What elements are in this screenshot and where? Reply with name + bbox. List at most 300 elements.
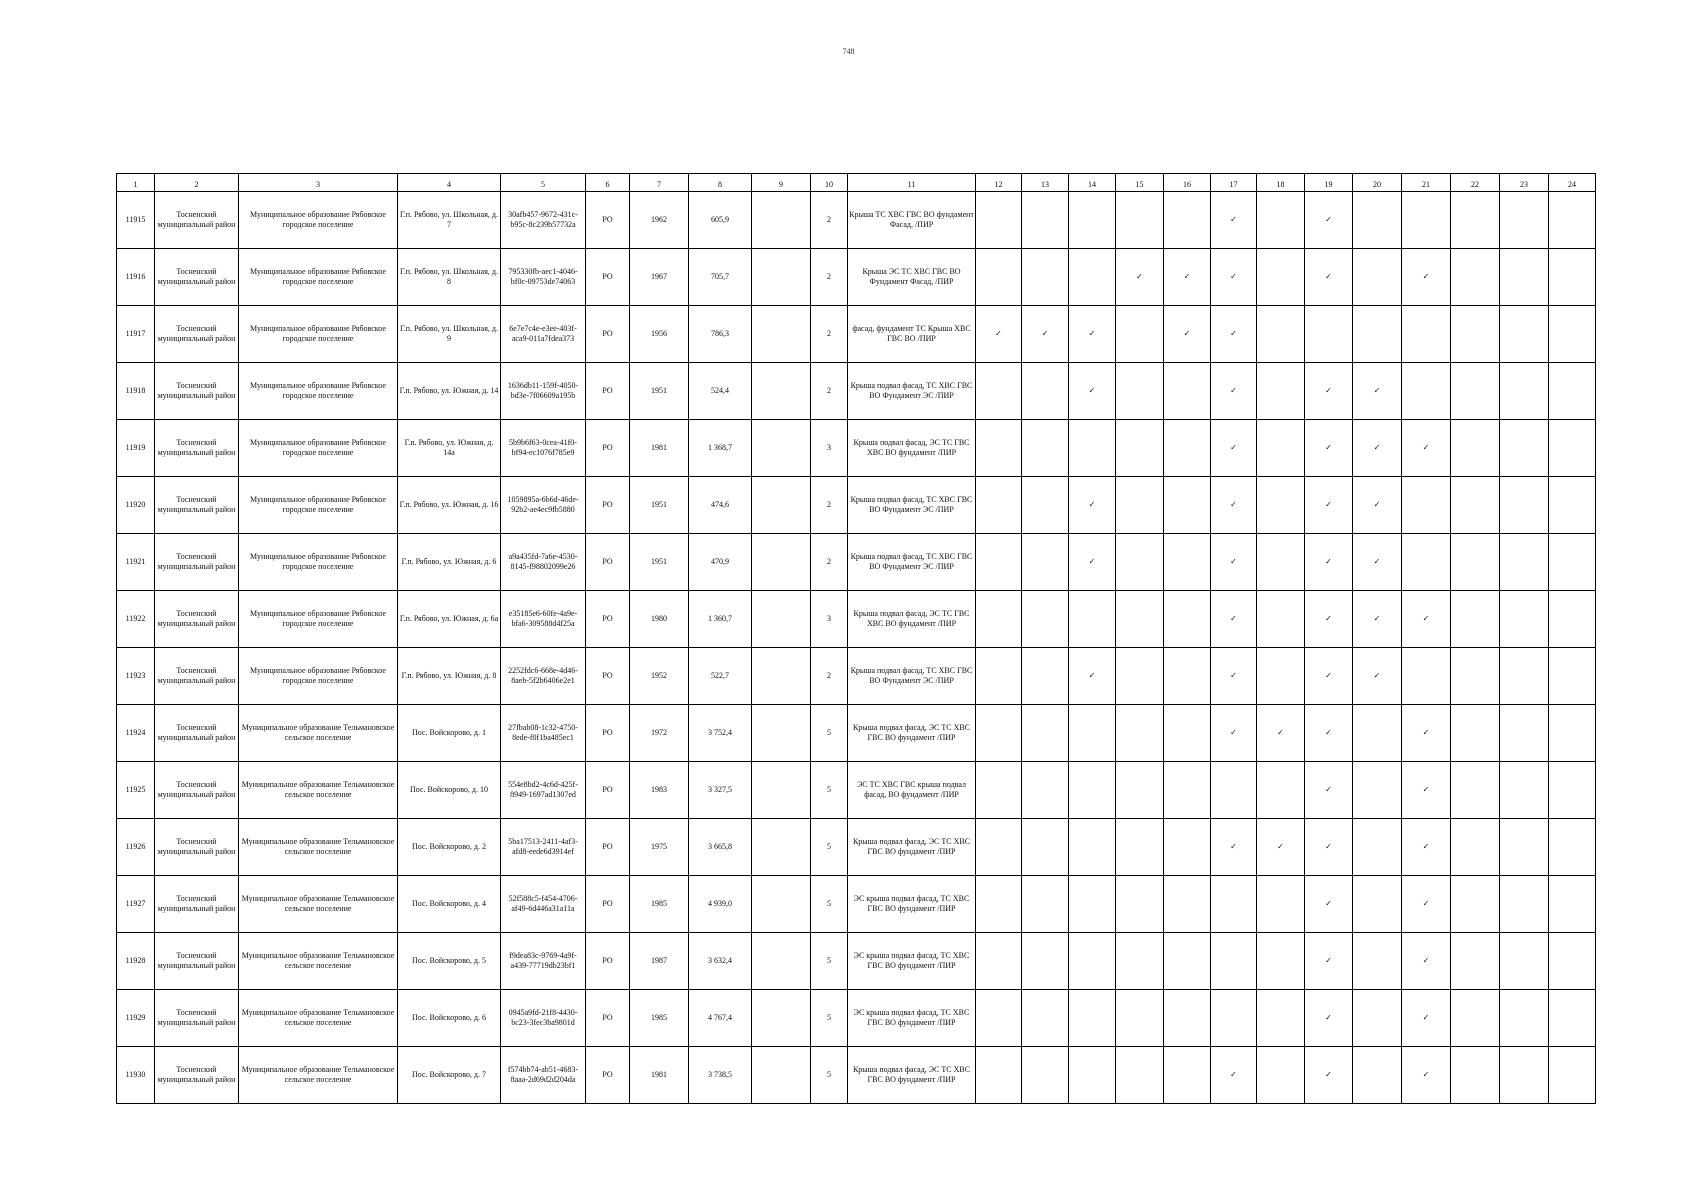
empty-check-cell	[1164, 420, 1211, 477]
column-number-header: 3	[239, 174, 398, 192]
table-row	[117, 648, 1596, 705]
guid-cell: 1636db11-159f-4050-bd3e-7f06609a195b	[501, 363, 586, 420]
check-mark-icon: ✓	[1402, 876, 1451, 933]
guid-cell: 554e8bd2-4c6d-425f-8949-1697ad1307ed	[501, 762, 586, 819]
empty-check-cell	[1022, 762, 1069, 819]
check-mark-icon: ✓	[1211, 591, 1257, 648]
empty-check-cell	[1022, 705, 1069, 762]
works-list-cell: Крыша подвал фасад, ТС ХВС ГВС ВО Фундамент ЭС /ПИР	[848, 363, 976, 420]
empty-check-cell	[1164, 591, 1211, 648]
table-row	[117, 306, 1596, 363]
empty-check-cell	[1500, 990, 1549, 1047]
empty-check-cell	[1500, 192, 1549, 249]
empty-check-cell	[1353, 819, 1402, 876]
area-cell: 3 738,5	[689, 1047, 752, 1104]
check-mark-icon: ✓	[1069, 648, 1116, 705]
empty-check-cell	[1353, 705, 1402, 762]
empty-check-cell	[1451, 705, 1500, 762]
address-cell: Пос. Войскорово, д. 7	[398, 1047, 501, 1104]
empty-check-cell	[1257, 762, 1305, 819]
municipality-cell: Муниципальное образование Тельмановское сельское поселение	[239, 819, 398, 876]
form-cell: РО	[586, 192, 630, 249]
empty-check-cell	[1257, 306, 1305, 363]
check-mark-icon: ✓	[1116, 249, 1164, 306]
row-id-cell: 11929	[117, 990, 155, 1047]
works-list-cell: ЭС ТС ХВС ГВС крыша подвал фасад, ВО фундамент /ПИР	[848, 762, 976, 819]
check-mark-icon: ✓	[1305, 420, 1353, 477]
empty-check-cell	[1549, 192, 1596, 249]
col9-cell	[752, 534, 811, 591]
empty-check-cell	[1257, 534, 1305, 591]
municipality-cell: Муниципальное образование Рябовское городское поселение	[239, 477, 398, 534]
empty-check-cell	[1257, 591, 1305, 648]
check-mark-icon: ✓	[1402, 990, 1451, 1047]
col9-cell	[752, 420, 811, 477]
housing-registry-table	[116, 173, 1596, 1104]
form-cell: РО	[586, 705, 630, 762]
empty-check-cell	[1022, 990, 1069, 1047]
empty-check-cell	[1116, 420, 1164, 477]
empty-check-cell	[976, 192, 1022, 249]
empty-check-cell	[1257, 249, 1305, 306]
empty-check-cell	[1500, 1047, 1549, 1104]
col9-cell	[752, 591, 811, 648]
district-cell: Тосненский муниципальный район	[155, 990, 239, 1047]
works-list-cell: Крыша подвал фасад, ЭС ТС ХВС ГВС ВО фундамент /ПИР	[848, 819, 976, 876]
empty-check-cell	[1069, 420, 1116, 477]
check-mark-icon: ✓	[1402, 819, 1451, 876]
municipality-cell: Муниципальное образование Рябовское городское поселение	[239, 249, 398, 306]
column-number-header: 11	[848, 174, 976, 192]
check-mark-icon: ✓	[1305, 762, 1353, 819]
empty-check-cell	[1549, 705, 1596, 762]
column-number-header: 12	[976, 174, 1022, 192]
empty-check-cell	[1022, 1047, 1069, 1104]
empty-check-cell	[1549, 990, 1596, 1047]
empty-check-cell	[1451, 591, 1500, 648]
area-cell: 786,3	[689, 306, 752, 363]
municipality-cell: Муниципальное образование Рябовское городское поселение	[239, 534, 398, 591]
empty-check-cell	[1549, 762, 1596, 819]
year-cell: 1972	[630, 705, 689, 762]
year-cell: 1985	[630, 876, 689, 933]
table-row	[117, 876, 1596, 933]
empty-check-cell	[1069, 249, 1116, 306]
column-number-header: 21	[1402, 174, 1451, 192]
column-number-header: 20	[1353, 174, 1402, 192]
empty-check-cell	[1022, 363, 1069, 420]
check-mark-icon: ✓	[1164, 306, 1211, 363]
col9-cell	[752, 819, 811, 876]
empty-check-cell	[1164, 1047, 1211, 1104]
empty-check-cell	[1116, 933, 1164, 990]
form-cell: РО	[586, 876, 630, 933]
empty-check-cell	[1257, 192, 1305, 249]
municipality-cell: Муниципальное образование Рябовское городское поселение	[239, 363, 398, 420]
empty-check-cell	[1164, 534, 1211, 591]
empty-check-cell	[1257, 1047, 1305, 1104]
empty-check-cell	[1549, 306, 1596, 363]
area-cell: 4 767,4	[689, 990, 752, 1047]
column-number-header: 4	[398, 174, 501, 192]
guid-cell: 2252fdc6-668e-4d46-8aeb-5f2b6406e2e1	[501, 648, 586, 705]
row-id-cell: 11927	[117, 876, 155, 933]
year-cell: 1967	[630, 249, 689, 306]
empty-check-cell	[1451, 990, 1500, 1047]
column-number-header: 22	[1451, 174, 1500, 192]
form-cell: РО	[586, 477, 630, 534]
check-mark-icon: ✓	[1069, 477, 1116, 534]
empty-check-cell	[1164, 648, 1211, 705]
works-list-cell: Крыша ЭС ТС ХВС ГВС ВО Фундамент Фасад, /ПИР	[848, 249, 976, 306]
column-number-header-row	[117, 174, 1596, 192]
floors-cell: 3	[811, 420, 848, 477]
municipality-cell: Муниципальное образование Тельмановское сельское поселение	[239, 762, 398, 819]
empty-check-cell	[1022, 819, 1069, 876]
col9-cell	[752, 933, 811, 990]
empty-check-cell	[1116, 534, 1164, 591]
empty-check-cell	[1549, 477, 1596, 534]
empty-check-cell	[1069, 762, 1116, 819]
address-cell: Пос. Войскорово, д. 2	[398, 819, 501, 876]
check-mark-icon: ✓	[1305, 591, 1353, 648]
municipality-cell: Муниципальное образование Рябовское городское поселение	[239, 648, 398, 705]
empty-check-cell	[1116, 192, 1164, 249]
empty-check-cell	[1305, 306, 1353, 363]
check-mark-icon: ✓	[1353, 420, 1402, 477]
column-number-header: 6	[586, 174, 630, 192]
municipality-cell: Муниципальное образование Тельмановское сельское поселение	[239, 705, 398, 762]
address-cell: Г.п. Рябово, ул. Южная, д. 14	[398, 363, 501, 420]
guid-cell: 1059895a-6b6d-46de-92b2-ae4ec9fb5880	[501, 477, 586, 534]
check-mark-icon: ✓	[1305, 363, 1353, 420]
empty-check-cell	[976, 762, 1022, 819]
check-mark-icon: ✓	[1305, 648, 1353, 705]
empty-check-cell	[1500, 648, 1549, 705]
empty-check-cell	[1402, 477, 1451, 534]
check-mark-icon: ✓	[1305, 192, 1353, 249]
district-cell: Тосненский муниципальный район	[155, 762, 239, 819]
empty-check-cell	[1257, 876, 1305, 933]
municipality-cell: Муниципальное образование Рябовское городское поселение	[239, 192, 398, 249]
col9-cell	[752, 648, 811, 705]
year-cell: 1981	[630, 420, 689, 477]
form-cell: РО	[586, 591, 630, 648]
col9-cell	[752, 249, 811, 306]
address-cell: Г.п. Рябово, ул. Южная, д. 16	[398, 477, 501, 534]
empty-check-cell	[1164, 876, 1211, 933]
check-mark-icon: ✓	[1402, 1047, 1451, 1104]
form-cell: РО	[586, 933, 630, 990]
row-id-cell: 11930	[117, 1047, 155, 1104]
address-cell: Г.п. Рябово, ул. Школьная, д. 9	[398, 306, 501, 363]
empty-check-cell	[1500, 420, 1549, 477]
guid-cell: 6e7e7c4e-e3ee-403f-aca9-011a7fdea373	[501, 306, 586, 363]
check-mark-icon: ✓	[1305, 990, 1353, 1047]
works-list-cell: фасад, фундамент ТС Крыша ХВС ГВС ВО /ПИР	[848, 306, 976, 363]
empty-check-cell	[1069, 192, 1116, 249]
empty-check-cell	[1116, 648, 1164, 705]
row-id-cell: 11925	[117, 762, 155, 819]
guid-cell: f9dea83c-9769-4a9f-a439-77719db23bf1	[501, 933, 586, 990]
col9-cell	[752, 306, 811, 363]
col9-cell	[752, 876, 811, 933]
form-cell: РО	[586, 363, 630, 420]
empty-check-cell	[1451, 933, 1500, 990]
works-list-cell: Крыша подвал фасад, ЭС ТС ХВС ГВС ВО фундамент /ПИР	[848, 1047, 976, 1104]
row-id-cell: 11919	[117, 420, 155, 477]
empty-check-cell	[1402, 534, 1451, 591]
floors-cell: 2	[811, 363, 848, 420]
area-cell: 522,7	[689, 648, 752, 705]
empty-check-cell	[1500, 876, 1549, 933]
empty-check-cell	[976, 933, 1022, 990]
address-cell: Пос. Войскорово, д. 1	[398, 705, 501, 762]
empty-check-cell	[1164, 819, 1211, 876]
empty-check-cell	[1402, 363, 1451, 420]
district-cell: Тосненский муниципальный район	[155, 591, 239, 648]
floors-cell: 5	[811, 705, 848, 762]
empty-check-cell	[1353, 1047, 1402, 1104]
row-id-cell: 11922	[117, 591, 155, 648]
year-cell: 1951	[630, 534, 689, 591]
row-id-cell: 11918	[117, 363, 155, 420]
empty-check-cell	[1549, 534, 1596, 591]
empty-check-cell	[1069, 990, 1116, 1047]
works-list-cell: Крыша подвал фасад, ТС ХВС ГВС ВО Фундамент ЭС /ПИР	[848, 648, 976, 705]
year-cell: 1956	[630, 306, 689, 363]
empty-check-cell	[1451, 477, 1500, 534]
empty-check-cell	[1451, 762, 1500, 819]
row-id-cell: 11916	[117, 249, 155, 306]
column-number-header: 9	[752, 174, 811, 192]
empty-check-cell	[1164, 192, 1211, 249]
empty-check-cell	[976, 990, 1022, 1047]
municipality-cell: Муниципальное образование Тельмановское сельское поселение	[239, 933, 398, 990]
municipality-cell: Муниципальное образование Рябовское городское поселение	[239, 591, 398, 648]
empty-check-cell	[1549, 933, 1596, 990]
district-cell: Тосненский муниципальный район	[155, 876, 239, 933]
guid-cell: 5ba17513-2411-4af3-afd8-eede6d3914ef	[501, 819, 586, 876]
guid-cell: f574bb74-ab51-4683-8aaa-2d69d2d204da	[501, 1047, 586, 1104]
empty-check-cell	[1500, 477, 1549, 534]
empty-check-cell	[1257, 363, 1305, 420]
address-cell: Г.п. Рябово, ул. Школьная, д. 7	[398, 192, 501, 249]
guid-cell: 52f588c5-f454-4706-af49-6d446a31a11a	[501, 876, 586, 933]
address-cell: Г.п. Рябово, ул. Южная, д. 14а	[398, 420, 501, 477]
empty-check-cell	[1353, 192, 1402, 249]
area-cell: 474,6	[689, 477, 752, 534]
check-mark-icon: ✓	[1305, 876, 1353, 933]
works-list-cell: ЭС крыша подвал фасад, ТС ХВС ГВС ВО фундамент /ПИР	[848, 933, 976, 990]
empty-check-cell	[1022, 933, 1069, 990]
works-list-cell: ЭС крыша подвал фасад, ТС ХВС ГВС ВО фундамент /ПИР	[848, 990, 976, 1047]
empty-check-cell	[1116, 363, 1164, 420]
empty-check-cell	[1451, 534, 1500, 591]
empty-check-cell	[1116, 819, 1164, 876]
empty-check-cell	[1500, 534, 1549, 591]
district-cell: Тосненский муниципальный район	[155, 306, 239, 363]
floors-cell: 5	[811, 1047, 848, 1104]
address-cell: Г.п. Рябово, ул. Школьная, д. 8	[398, 249, 501, 306]
table-row	[117, 363, 1596, 420]
empty-check-cell	[1500, 249, 1549, 306]
empty-check-cell	[1022, 591, 1069, 648]
empty-check-cell	[1211, 762, 1257, 819]
form-cell: РО	[586, 306, 630, 363]
table-row	[117, 534, 1596, 591]
table-row	[117, 1047, 1596, 1104]
check-mark-icon: ✓	[1069, 363, 1116, 420]
form-cell: РО	[586, 762, 630, 819]
table-row	[117, 192, 1596, 249]
row-id-cell: 11923	[117, 648, 155, 705]
area-cell: 3 632,4	[689, 933, 752, 990]
col9-cell	[752, 990, 811, 1047]
empty-check-cell	[1116, 306, 1164, 363]
check-mark-icon: ✓	[1402, 591, 1451, 648]
address-cell: Г.п. Рябово, ул. Южная, д. 6а	[398, 591, 501, 648]
works-list-cell: Крыша ТС ХВС ГВС ВО фундамент Фасад, /ПИР	[848, 192, 976, 249]
empty-check-cell	[1022, 876, 1069, 933]
empty-check-cell	[1549, 819, 1596, 876]
area-cell: 4 939,0	[689, 876, 752, 933]
empty-check-cell	[1353, 306, 1402, 363]
form-cell: РО	[586, 534, 630, 591]
empty-check-cell	[976, 249, 1022, 306]
address-cell: Пос. Войскорово, д. 4	[398, 876, 501, 933]
table-row	[117, 420, 1596, 477]
check-mark-icon: ✓	[1305, 249, 1353, 306]
area-cell: 1 360,7	[689, 591, 752, 648]
check-mark-icon: ✓	[1211, 249, 1257, 306]
guid-cell: e35185e6-60fe-4a9e-bfa6-309588d4f25a	[501, 591, 586, 648]
guid-cell: 30afb457-9672-431c-b95c-8c239b57732a	[501, 192, 586, 249]
column-number-header: 5	[501, 174, 586, 192]
empty-check-cell	[1164, 477, 1211, 534]
check-mark-icon: ✓	[1069, 306, 1116, 363]
empty-check-cell	[1353, 876, 1402, 933]
empty-check-cell	[1451, 420, 1500, 477]
empty-check-cell	[1549, 591, 1596, 648]
area-cell: 470,9	[689, 534, 752, 591]
check-mark-icon: ✓	[1211, 363, 1257, 420]
empty-check-cell	[976, 705, 1022, 762]
address-cell: Пос. Войскорово, д. 10	[398, 762, 501, 819]
check-mark-icon: ✓	[1164, 249, 1211, 306]
check-mark-icon: ✓	[1353, 591, 1402, 648]
empty-check-cell	[1500, 591, 1549, 648]
col9-cell	[752, 363, 811, 420]
floors-cell: 5	[811, 933, 848, 990]
row-id-cell: 11924	[117, 705, 155, 762]
works-list-cell: Крыша подвал фасад, ЭС ТС ГВС ХВС ВО фундамент /ПИР	[848, 420, 976, 477]
table-row	[117, 477, 1596, 534]
empty-check-cell	[1022, 534, 1069, 591]
check-mark-icon: ✓	[1305, 819, 1353, 876]
municipality-cell: Муниципальное образование Тельмановское сельское поселение	[239, 1047, 398, 1104]
check-mark-icon: ✓	[1211, 534, 1257, 591]
empty-check-cell	[1451, 249, 1500, 306]
municipality-cell: Муниципальное образование Тельмановское сельское поселение	[239, 876, 398, 933]
empty-check-cell	[1164, 705, 1211, 762]
district-cell: Тосненский муниципальный район	[155, 192, 239, 249]
check-mark-icon: ✓	[1305, 534, 1353, 591]
column-number-header: 14	[1069, 174, 1116, 192]
empty-check-cell	[1451, 306, 1500, 363]
form-cell: РО	[586, 249, 630, 306]
empty-check-cell	[976, 819, 1022, 876]
form-cell: РО	[586, 1047, 630, 1104]
empty-check-cell	[1549, 648, 1596, 705]
empty-check-cell	[1022, 192, 1069, 249]
form-cell: РО	[586, 420, 630, 477]
area-cell: 524,4	[689, 363, 752, 420]
municipality-cell: Муниципальное образование Рябовское городское поселение	[239, 420, 398, 477]
floors-cell: 2	[811, 306, 848, 363]
empty-check-cell	[1353, 762, 1402, 819]
empty-check-cell	[1500, 933, 1549, 990]
col9-cell	[752, 762, 811, 819]
empty-check-cell	[1549, 363, 1596, 420]
address-cell: Г.п. Рябово, ул. Южная, д. 8	[398, 648, 501, 705]
check-mark-icon: ✓	[1402, 705, 1451, 762]
column-number-header: 7	[630, 174, 689, 192]
empty-check-cell	[1549, 420, 1596, 477]
row-id-cell: 11915	[117, 192, 155, 249]
check-mark-icon: ✓	[1402, 933, 1451, 990]
empty-check-cell	[1069, 819, 1116, 876]
works-list-cell: Крыша подвал фасад, ТС ХВС ГВС ВО Фундамент ЭС /ПИР	[848, 477, 976, 534]
row-id-cell: 11928	[117, 933, 155, 990]
row-id-cell: 11926	[117, 819, 155, 876]
empty-check-cell	[1353, 933, 1402, 990]
empty-check-cell	[976, 363, 1022, 420]
district-cell: Тосненский муниципальный район	[155, 705, 239, 762]
empty-check-cell	[1451, 819, 1500, 876]
year-cell: 1981	[630, 1047, 689, 1104]
empty-check-cell	[1116, 762, 1164, 819]
year-cell: 1962	[630, 192, 689, 249]
guid-cell: 5b9b6f63-0cea-41f0-bf94-ec1076f785e9	[501, 420, 586, 477]
empty-check-cell	[1164, 933, 1211, 990]
year-cell: 1985	[630, 990, 689, 1047]
column-number-header: 23	[1500, 174, 1549, 192]
empty-check-cell	[1353, 990, 1402, 1047]
empty-check-cell	[1164, 762, 1211, 819]
floors-cell: 2	[811, 648, 848, 705]
empty-check-cell	[1116, 591, 1164, 648]
check-mark-icon: ✓	[1211, 648, 1257, 705]
empty-check-cell	[1069, 933, 1116, 990]
floors-cell: 5	[811, 876, 848, 933]
empty-check-cell	[1116, 1047, 1164, 1104]
empty-check-cell	[1116, 477, 1164, 534]
check-mark-icon: ✓	[1402, 249, 1451, 306]
table-row	[117, 990, 1596, 1047]
check-mark-icon: ✓	[1402, 420, 1451, 477]
check-mark-icon: ✓	[1353, 648, 1402, 705]
empty-check-cell	[1257, 420, 1305, 477]
column-number-header: 13	[1022, 174, 1069, 192]
empty-check-cell	[1257, 933, 1305, 990]
empty-check-cell	[976, 876, 1022, 933]
empty-check-cell	[1069, 876, 1116, 933]
works-list-cell: Крыша подвал фасад, ЭС ТС ГВС ХВС ВО фундамент /ПИР	[848, 591, 976, 648]
empty-check-cell	[1500, 819, 1549, 876]
area-cell: 605,9	[689, 192, 752, 249]
works-list-cell: ЭС крыша подвал фасад, ТС ХВС ГВС ВО фундамент /ПИР	[848, 876, 976, 933]
